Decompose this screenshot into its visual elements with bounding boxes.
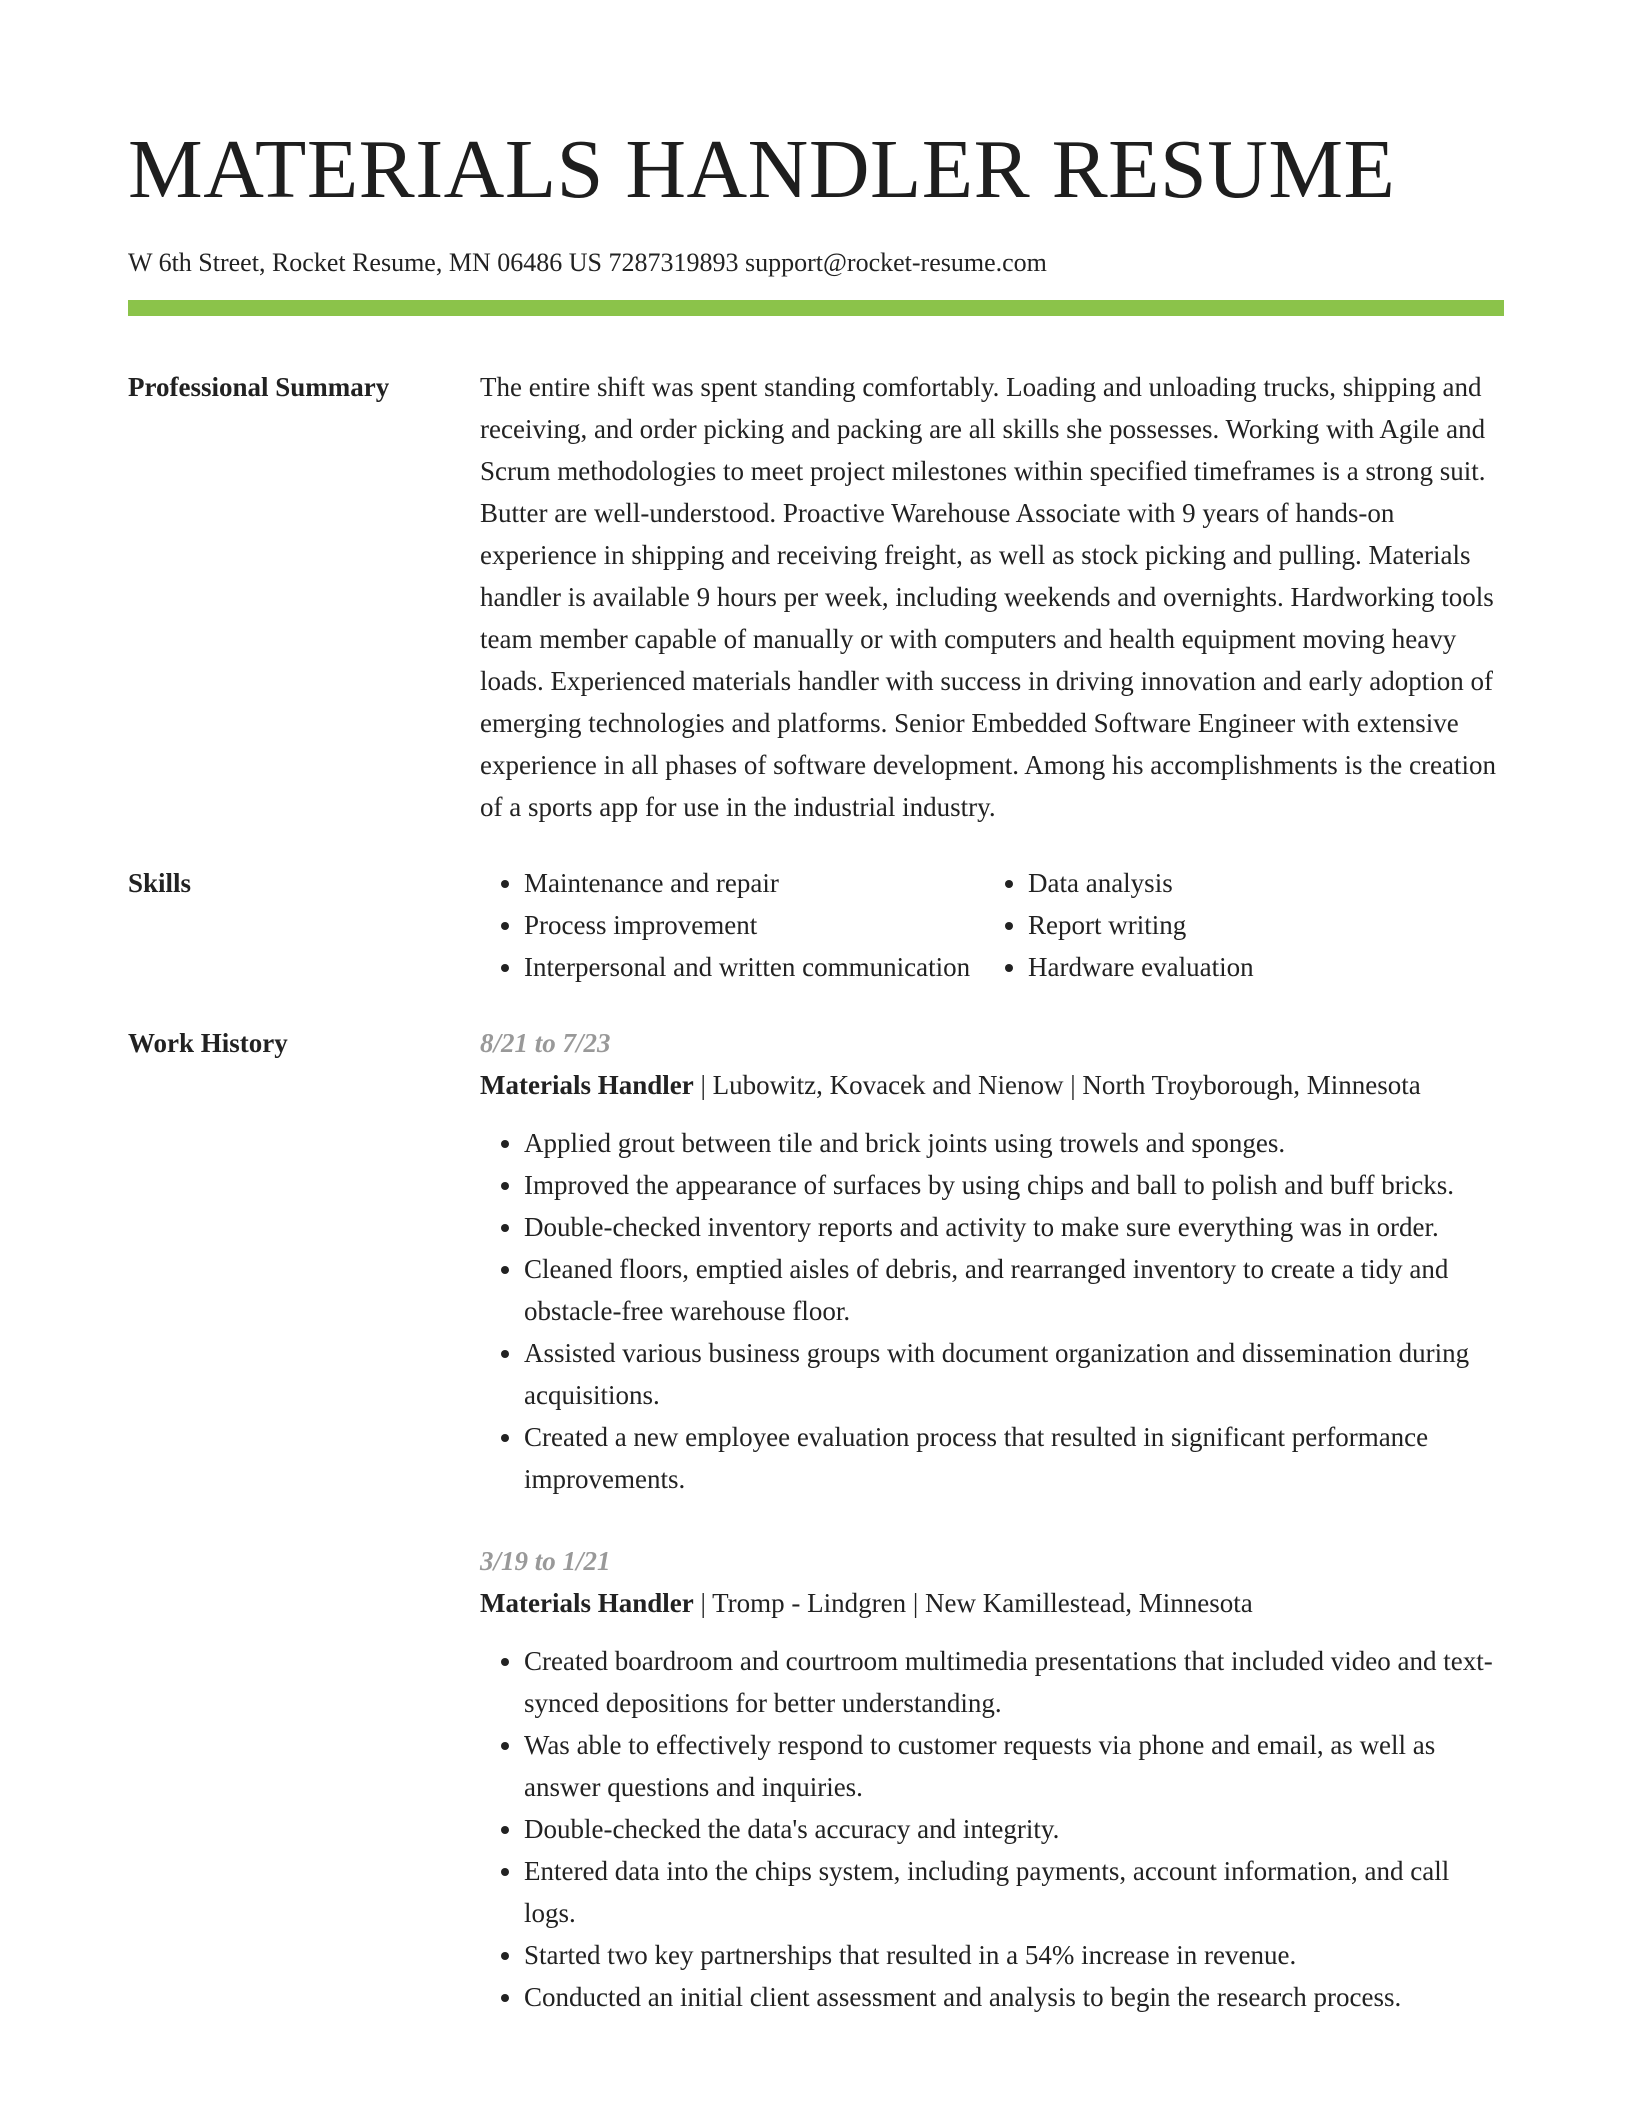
work-history-section: [128, 1022, 1504, 2058]
skills-heading: Skills: [128, 868, 192, 898]
skills-list-left: [480, 862, 984, 988]
resume-title: MATERIALS HANDLER RESUME: [128, 123, 1396, 216]
job-heading: [480, 1064, 1504, 1106]
skills-list-right: [984, 862, 1504, 988]
job-bullet: • Conducted an initial client assessment and analysis to begin the research process.: [524, 1976, 1504, 2018]
skills-section: [128, 862, 1504, 988]
job-title: Materials Handler: [480, 1588, 694, 1618]
accent-divider: [128, 300, 1504, 316]
skill-item: • Hardware evaluation: [1028, 946, 1504, 988]
job-bullet: • Started two key partnerships that resulted in a 54% increase in revenue.: [524, 1934, 1504, 1976]
skill-item: • Report writing: [1028, 904, 1504, 946]
job-heading: [480, 1582, 1504, 1624]
job-bullet: • Was able to effectively respond to customer requests via phone and email, as well as answer questions and inquiries.: [524, 1724, 1504, 1808]
job-bullet: • Created boardroom and courtroom multimedia presentations that included video and text-synced depositions for better understanding.: [524, 1640, 1504, 1724]
job-bullet-list: [480, 1640, 1504, 2018]
job-details: | Lubowitz, Kovacek and Nienow | North Troyborough, Minnesota: [693, 1070, 1421, 1100]
job-bullet: • Entered data into the chips system, including payments, account information, and call logs.: [524, 1850, 1504, 1934]
job-bullet: • Improved the appearance of surfaces by using chips and ball to polish and buff bricks.: [524, 1164, 1504, 1206]
contact-line: W 6th Street, Rocket Resume, MN 06486 US 7287319893 support@rocket-resume.com: [128, 248, 1047, 277]
summary-heading: Professional Summary: [128, 372, 390, 402]
skill-item: • Data analysis: [1028, 862, 1504, 904]
job-bullet: • Created a new employee evaluation process that resulted in significant performance improvements.: [524, 1416, 1504, 1500]
skill-item: • Process improvement: [524, 904, 984, 946]
summary-section: [128, 366, 1504, 828]
job-bullet: • Applied grout between tile and brick joints using trowels and sponges.: [524, 1122, 1504, 1164]
job-bullet-list: [480, 1122, 1504, 1500]
job-entry: [480, 1022, 1504, 1500]
skill-item: • Maintenance and repair: [524, 862, 984, 904]
work-history-heading: Work History: [128, 1028, 288, 1058]
job-dates: 8/21 to 7/23: [480, 1028, 611, 1058]
job-bullet: • Double-checked the data's accuracy and integrity.: [524, 1808, 1504, 1850]
summary-text: The entire shift was spent standing comfortably. Loading and unloading trucks, shipping and receiving, and order picking and packing are all skills she possesses. Working with Agile and Scrum methodologies to meet project milestones within specified timeframes is a strong suit. Butter are well-understood. Proactive Warehouse Associate with 9 years of hands-on experience in shipping and receiving freight, as well as stock picking and pulling. Materials handler is available 9 hours per week, including weekends and overnights. Hardworking tools team member capable of manually or with computers and health equipment moving heavy loads. Experienced materials handler with success in driving innovation and early adoption of emerging technologies and platforms. Senior Embedded Software Engineer with extensive experience in all phases of software development. Among his accomplishments is the creation of a sports app for use in the industrial industry.: [480, 372, 1496, 822]
job-entry: [480, 1540, 1504, 2018]
job-bullet: • Assisted various business groups with document organization and dissemination during acquisitions.: [524, 1332, 1504, 1416]
job-bullet: • Cleaned floors, emptied aisles of debris, and rearranged inventory to create a tidy and obstacle-free warehouse floor.: [524, 1248, 1504, 1332]
job-details: | Tromp - Lindgren | New Kamillestead, Minnesota: [693, 1588, 1253, 1618]
job-title: Materials Handler: [480, 1070, 694, 1100]
job-dates: 3/19 to 1/21: [480, 1546, 611, 1576]
skill-item: • Interpersonal and written communication: [524, 946, 984, 988]
job-bullet: • Double-checked inventory reports and activity to make sure everything was in order.: [524, 1206, 1504, 1248]
